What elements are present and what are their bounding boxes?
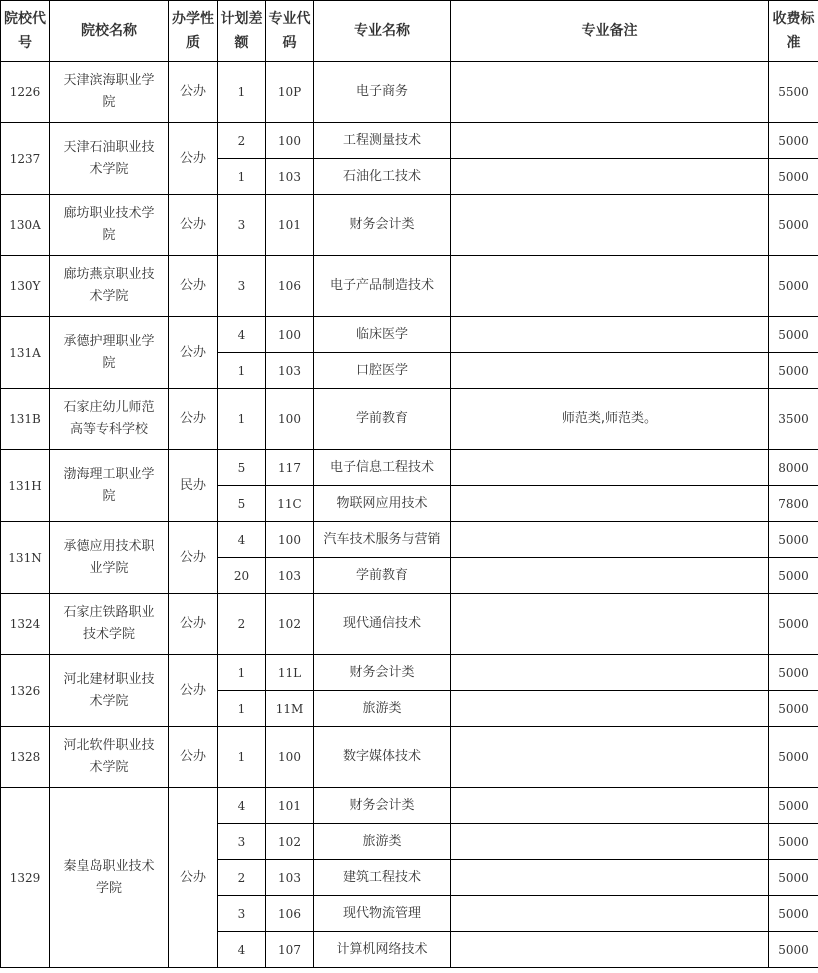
- major-code-cell: 103: [266, 353, 314, 389]
- header-major-note: 专业备注: [451, 1, 769, 62]
- school-type-cell: 公办: [169, 389, 218, 450]
- school-code-cell: 130A: [1, 195, 50, 256]
- table-row: [1, 594, 818, 655]
- major-name-cell: 电子产品制造技术: [314, 256, 451, 317]
- plan-gap-cell: 4: [218, 932, 266, 968]
- plan-gap-cell: 3: [218, 195, 266, 256]
- school-name-cell: 河北软件职业技术学院: [50, 727, 169, 788]
- fee-cell: 5000: [769, 317, 818, 353]
- header-school-type: 办学性质: [169, 1, 218, 62]
- fee-cell: 5000: [769, 594, 818, 655]
- fee-cell: 5000: [769, 727, 818, 788]
- major-code-cell: 106: [266, 256, 314, 317]
- plan-gap-cell: 5: [218, 486, 266, 522]
- major-code-cell: 100: [266, 727, 314, 788]
- major-name-cell: 计算机网络技术: [314, 932, 451, 968]
- plan-gap-cell: 20: [218, 558, 266, 594]
- major-code-cell: 106: [266, 896, 314, 932]
- fee-cell: 5000: [769, 159, 818, 195]
- major-note-cell: [451, 522, 769, 558]
- major-code-cell: 100: [266, 522, 314, 558]
- school-type-cell: 公办: [169, 788, 218, 968]
- plan-gap-cell: 4: [218, 788, 266, 824]
- table-row: [1, 317, 818, 353]
- major-note-cell: [451, 353, 769, 389]
- header-row: [1, 1, 818, 62]
- major-code-cell: 101: [266, 195, 314, 256]
- school-name-cell: 天津滨海职业学院: [50, 62, 169, 123]
- school-code-cell: 131N: [1, 522, 50, 594]
- header-major-code: 专业代码: [266, 1, 314, 62]
- major-note-cell: [451, 558, 769, 594]
- plan-gap-cell: 1: [218, 62, 266, 123]
- major-name-cell: 建筑工程技术: [314, 860, 451, 896]
- school-type-cell: 公办: [169, 62, 218, 123]
- major-note-cell: [451, 123, 769, 159]
- major-note-cell: [451, 824, 769, 860]
- major-note-cell: [451, 860, 769, 896]
- plan-gap-cell: 5: [218, 450, 266, 486]
- major-name-cell: 工程测量技术: [314, 123, 451, 159]
- major-note-cell: 师范类,师范类。: [451, 389, 769, 450]
- header-plan-gap: 计划差额: [218, 1, 266, 62]
- school-type-cell: 公办: [169, 522, 218, 594]
- table-row: [1, 389, 818, 450]
- major-note-cell: [451, 256, 769, 317]
- header-fee: 收费标准: [769, 1, 818, 62]
- fee-cell: 5500: [769, 62, 818, 123]
- fee-cell: 5000: [769, 558, 818, 594]
- plan-gap-cell: 1: [218, 655, 266, 691]
- school-type-cell: 民办: [169, 450, 218, 522]
- major-code-cell: 10P: [266, 62, 314, 123]
- school-code-cell: 1328: [1, 727, 50, 788]
- school-name-cell: 廊坊燕京职业技术学院: [50, 256, 169, 317]
- major-note-cell: [451, 317, 769, 353]
- plan-gap-cell: 1: [218, 159, 266, 195]
- school-type-cell: 公办: [169, 123, 218, 195]
- plan-gap-cell: 2: [218, 594, 266, 655]
- table-body: [1, 62, 818, 968]
- major-code-cell: 100: [266, 389, 314, 450]
- fee-cell: 5000: [769, 896, 818, 932]
- major-name-cell: 现代通信技术: [314, 594, 451, 655]
- plan-gap-cell: 1: [218, 389, 266, 450]
- fee-cell: 5000: [769, 824, 818, 860]
- school-name-cell: 河北建材职业技术学院: [50, 655, 169, 727]
- school-code-cell: 1324: [1, 594, 50, 655]
- fee-cell: 5000: [769, 353, 818, 389]
- major-name-cell: 电子信息工程技术: [314, 450, 451, 486]
- major-code-cell: 11L: [266, 655, 314, 691]
- school-name-cell: 承德应用技术职业学院: [50, 522, 169, 594]
- school-code-cell: 131A: [1, 317, 50, 389]
- major-name-cell: 汽车技术服务与营销: [314, 522, 451, 558]
- major-code-cell: 100: [266, 123, 314, 159]
- major-code-cell: 11C: [266, 486, 314, 522]
- plan-gap-cell: 1: [218, 353, 266, 389]
- fee-cell: 3500: [769, 389, 818, 450]
- major-code-cell: 117: [266, 450, 314, 486]
- plan-gap-cell: 2: [218, 860, 266, 896]
- major-name-cell: 财务会计类: [314, 195, 451, 256]
- school-type-cell: 公办: [169, 317, 218, 389]
- header-school-code: 院校代号: [1, 1, 50, 62]
- major-name-cell: 口腔医学: [314, 353, 451, 389]
- major-name-cell: 物联网应用技术: [314, 486, 451, 522]
- fee-cell: 5000: [769, 932, 818, 968]
- major-note-cell: [451, 932, 769, 968]
- major-note-cell: [451, 896, 769, 932]
- plan-gap-cell: 3: [218, 256, 266, 317]
- major-note-cell: [451, 727, 769, 788]
- school-name-cell: 天津石油职业技术学院: [50, 123, 169, 195]
- major-note-cell: [451, 450, 769, 486]
- plan-gap-cell: 4: [218, 522, 266, 558]
- table-row: [1, 256, 818, 317]
- school-name-cell: 承德护理职业学院: [50, 317, 169, 389]
- school-name-cell: 秦皇岛职业技术学院: [50, 788, 169, 968]
- plan-gap-cell: 3: [218, 896, 266, 932]
- table-row: [1, 522, 818, 558]
- major-name-cell: 石油化工技术: [314, 159, 451, 195]
- school-name-cell: 渤海理工职业学院: [50, 450, 169, 522]
- major-name-cell: 学前教育: [314, 558, 451, 594]
- school-code-cell: 1237: [1, 123, 50, 195]
- major-name-cell: 现代物流管理: [314, 896, 451, 932]
- table-row: [1, 788, 818, 824]
- major-code-cell: 103: [266, 159, 314, 195]
- major-name-cell: 数字媒体技术: [314, 727, 451, 788]
- header-major-name: 专业名称: [314, 1, 451, 62]
- school-name-cell: 石家庄幼儿师范高等专科学校: [50, 389, 169, 450]
- major-code-cell: 101: [266, 788, 314, 824]
- major-name-cell: 电子商务: [314, 62, 451, 123]
- table-row: [1, 655, 818, 691]
- fee-cell: 5000: [769, 256, 818, 317]
- major-code-cell: 103: [266, 558, 314, 594]
- plan-gap-cell: 4: [218, 317, 266, 353]
- school-type-cell: 公办: [169, 594, 218, 655]
- major-code-cell: 100: [266, 317, 314, 353]
- major-name-cell: 财务会计类: [314, 655, 451, 691]
- school-type-cell: 公办: [169, 195, 218, 256]
- major-note-cell: [451, 62, 769, 123]
- major-name-cell: 临床医学: [314, 317, 451, 353]
- school-type-cell: 公办: [169, 256, 218, 317]
- school-type-cell: 公办: [169, 655, 218, 727]
- major-note-cell: [451, 486, 769, 522]
- major-code-cell: 11M: [266, 691, 314, 727]
- major-note-cell: [451, 691, 769, 727]
- school-code-cell: 1226: [1, 62, 50, 123]
- plan-gap-cell: 1: [218, 691, 266, 727]
- major-note-cell: [451, 788, 769, 824]
- plan-gap-cell: 1: [218, 727, 266, 788]
- fee-cell: 5000: [769, 195, 818, 256]
- table-row: [1, 62, 818, 123]
- school-code-cell: 130Y: [1, 256, 50, 317]
- table-row: [1, 123, 818, 159]
- fee-cell: 8000: [769, 450, 818, 486]
- major-name-cell: 旅游类: [314, 691, 451, 727]
- fee-cell: 5000: [769, 788, 818, 824]
- major-note-cell: [451, 195, 769, 256]
- plan-gap-cell: 2: [218, 123, 266, 159]
- school-code-cell: 131H: [1, 450, 50, 522]
- school-type-cell: 公办: [169, 727, 218, 788]
- table-row: [1, 727, 818, 788]
- school-code-cell: 131B: [1, 389, 50, 450]
- fee-cell: 5000: [769, 123, 818, 159]
- major-note-cell: [451, 594, 769, 655]
- fee-cell: 5000: [769, 691, 818, 727]
- school-code-cell: 1329: [1, 788, 50, 968]
- table-row: [1, 450, 818, 486]
- major-code-cell: 102: [266, 824, 314, 860]
- school-name-cell: 廊坊职业技术学院: [50, 195, 169, 256]
- school-code-cell: 1326: [1, 655, 50, 727]
- fee-cell: 5000: [769, 655, 818, 691]
- header-school-name: 院校名称: [50, 1, 169, 62]
- school-name-cell: 石家庄铁路职业技术学院: [50, 594, 169, 655]
- major-name-cell: 旅游类: [314, 824, 451, 860]
- fee-cell: 5000: [769, 860, 818, 896]
- major-note-cell: [451, 159, 769, 195]
- major-code-cell: 103: [266, 860, 314, 896]
- major-note-cell: [451, 655, 769, 691]
- fee-cell: 7800: [769, 486, 818, 522]
- major-name-cell: 学前教育: [314, 389, 451, 450]
- major-code-cell: 102: [266, 594, 314, 655]
- fee-cell: 5000: [769, 522, 818, 558]
- major-name-cell: 财务会计类: [314, 788, 451, 824]
- major-code-cell: 107: [266, 932, 314, 968]
- table-row: [1, 195, 818, 256]
- plan-gap-cell: 3: [218, 824, 266, 860]
